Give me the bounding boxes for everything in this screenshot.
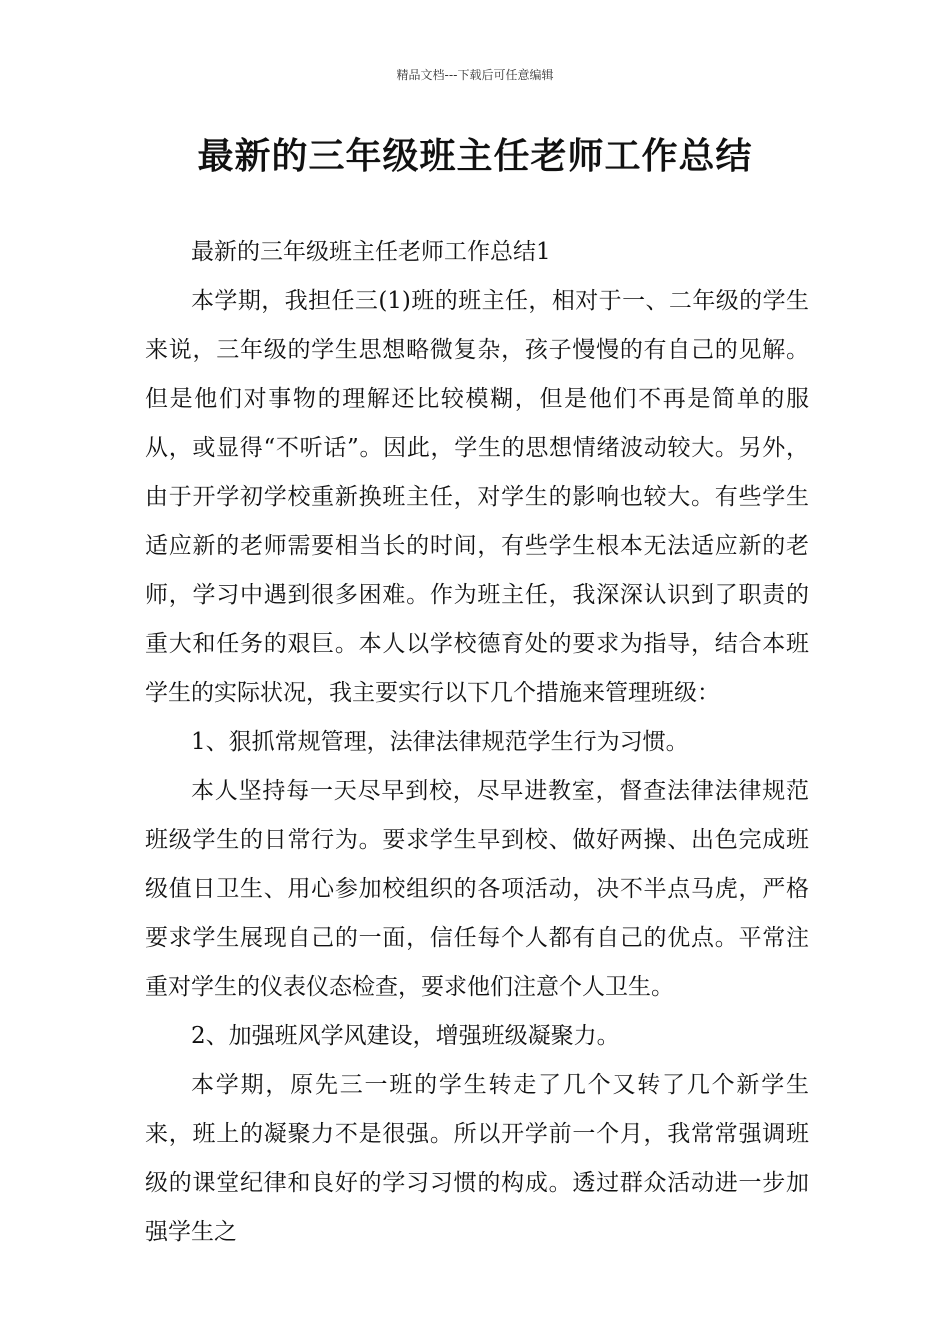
paragraph: 本学期，原先三一班的学生转走了几个又转了几个新学生来，班上的凝聚力不是很强。所以开学前一个月，我常常强调班级的课堂纪律和良好的学习习惯的构成。透过群众活动进一步加强学生之 <box>145 1072 809 1245</box>
paragraph: 本学期，我担任三(1)班的班主任，相对于一、二年级的学生来说，三年级的学生思想略微复杂，孩子慢慢的有自己的见解。但是他们对事物的理解还比较模糊，但是他们不再是简单的服从，或显得“不听话”。因此，学生的思想情绪波动较大。另外，由于开学初学校重新换班主任，对学生的影响也较大。有些学生适应新的老师需要相当长的时间，有些学生根本无法适应新的老师，学习中遇到很多困难。作为班主任，我深深认识到了职责的重大和任务的艰巨。本人以学校德育处的要求为指导，结合本班学生的实际状况，我主要实行以下几个措施来管理班级： <box>145 288 809 706</box>
numbered-heading: 1、狠抓常规管理，法律法律规范学生行为习惯。 <box>191 729 689 755</box>
paragraph: 本人坚持每一天尽早到校，尽早进教室，督查法律法律规范班级学生的日常行为。要求学生早到校、做好两操、出色完成班级值日卫生、用心参加校组织的各项活动，决不半点马虎，严格要求学生展现自己的一面，信任每个人都有自己的优点。平常注重对学生的仪表仪态检查，要求他们注意个人卫生。 <box>145 778 809 1000</box>
document-body <box>145 228 809 1257</box>
section-heading: 最新的三年级班主任老师工作总结1 <box>191 239 551 265</box>
numbered-heading: 2、加强班风学风建设，增强班级凝聚力。 <box>191 1023 620 1049</box>
document-title: 最新的三年级班主任老师工作总结 <box>197 136 753 177</box>
page-header-note: 精品文档---下载后可任意编辑 <box>396 68 554 82</box>
